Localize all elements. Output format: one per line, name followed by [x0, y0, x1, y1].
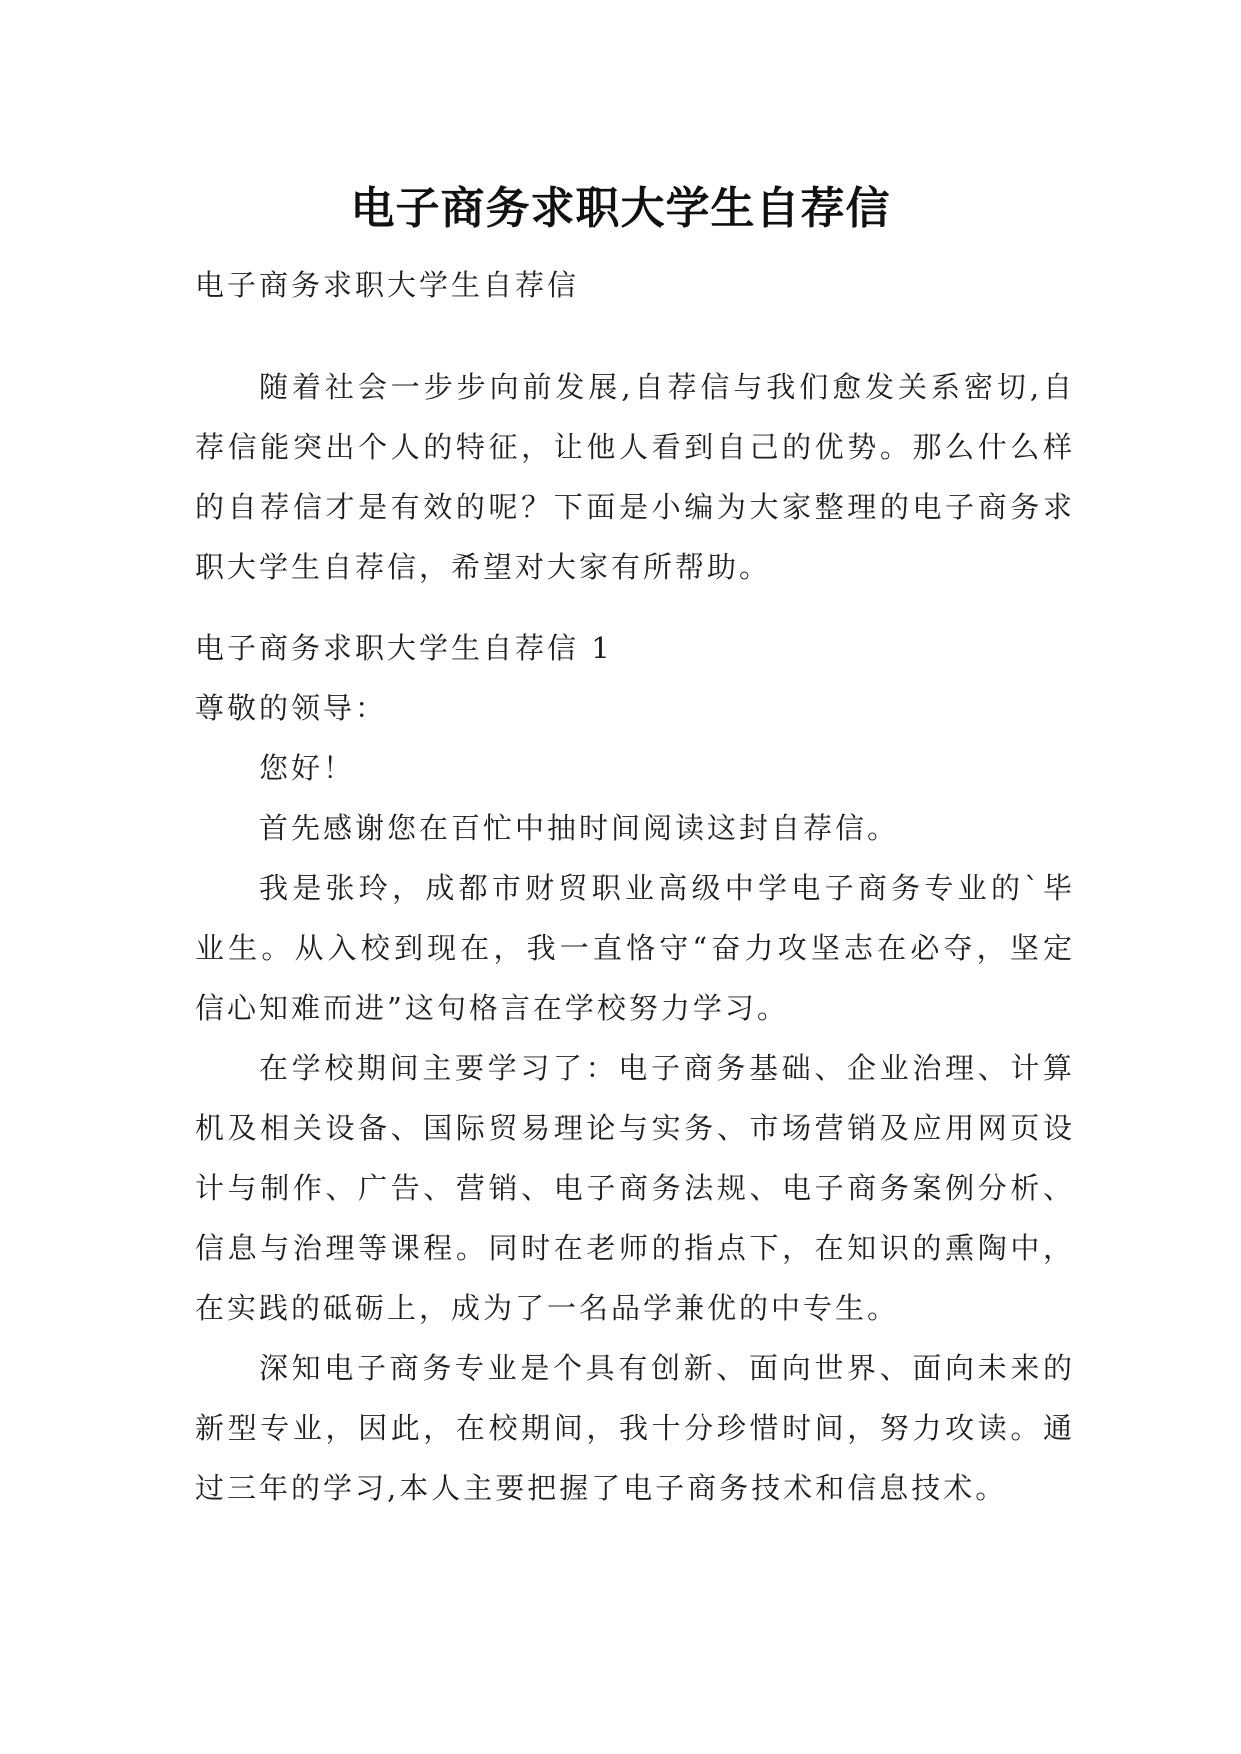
document-title: 电子商务求职大学生自荐信 — [350, 183, 891, 235]
subtitle-block — [195, 255, 1075, 315]
letter-body — [195, 618, 1075, 1518]
intro-paragraph: 随着社会一步步向前发展,自荐信与我们愈发关系密切,自荐信能突出个人的特征，让他人看到自己的优势。那么什么样的自荐信才是有效的呢？下面是小编为大家整理的电子商务求职大学生自荐信，希望对大家有所帮助。 — [195, 370, 1075, 584]
document-subtitle: 电子商务求职大学生自荐信 — [195, 268, 580, 302]
body-paragraph: 我是张玲，成都市财贸职业高级中学电子商务专业的`毕业生。从入校到现在，我一直恪守“奋力攻坚志在必夺，坚定信心知难而进”这句格言在学校努力学习。 — [195, 871, 1075, 1025]
body-paragraph: 深知电子商务专业是个具有创新、面向世界、面向未来的新型专业，因此，在校期间，我十分珍惜时间，努力攻读。通过三年的学习,本人主要把握了电子商务技术和信息技术。 — [195, 1351, 1075, 1505]
body-paragraph: 首先感谢您在百忙中抽时间阅读这封自荐信。 — [259, 811, 900, 845]
salutation: 尊敬的领导： — [195, 691, 388, 725]
body-paragraph: 在学校期间主要学习了：电子商务基础、企业治理、计算机及相关设备、国际贸易理论与实务、市场营销及应用网页设计与制作、广告、营销、电子商务法规、电子商务案例分析、信息与治理等课程。同时在老师的指点下，在知识的熏陶中，在实践的砥砺上，成为了一名品学兼优的中专生。 — [195, 1051, 1075, 1325]
greeting: 您好！ — [259, 751, 356, 785]
intro-block — [195, 357, 1075, 597]
letter-heading: 电子商务求职大学生自荐信 1 — [195, 631, 613, 665]
